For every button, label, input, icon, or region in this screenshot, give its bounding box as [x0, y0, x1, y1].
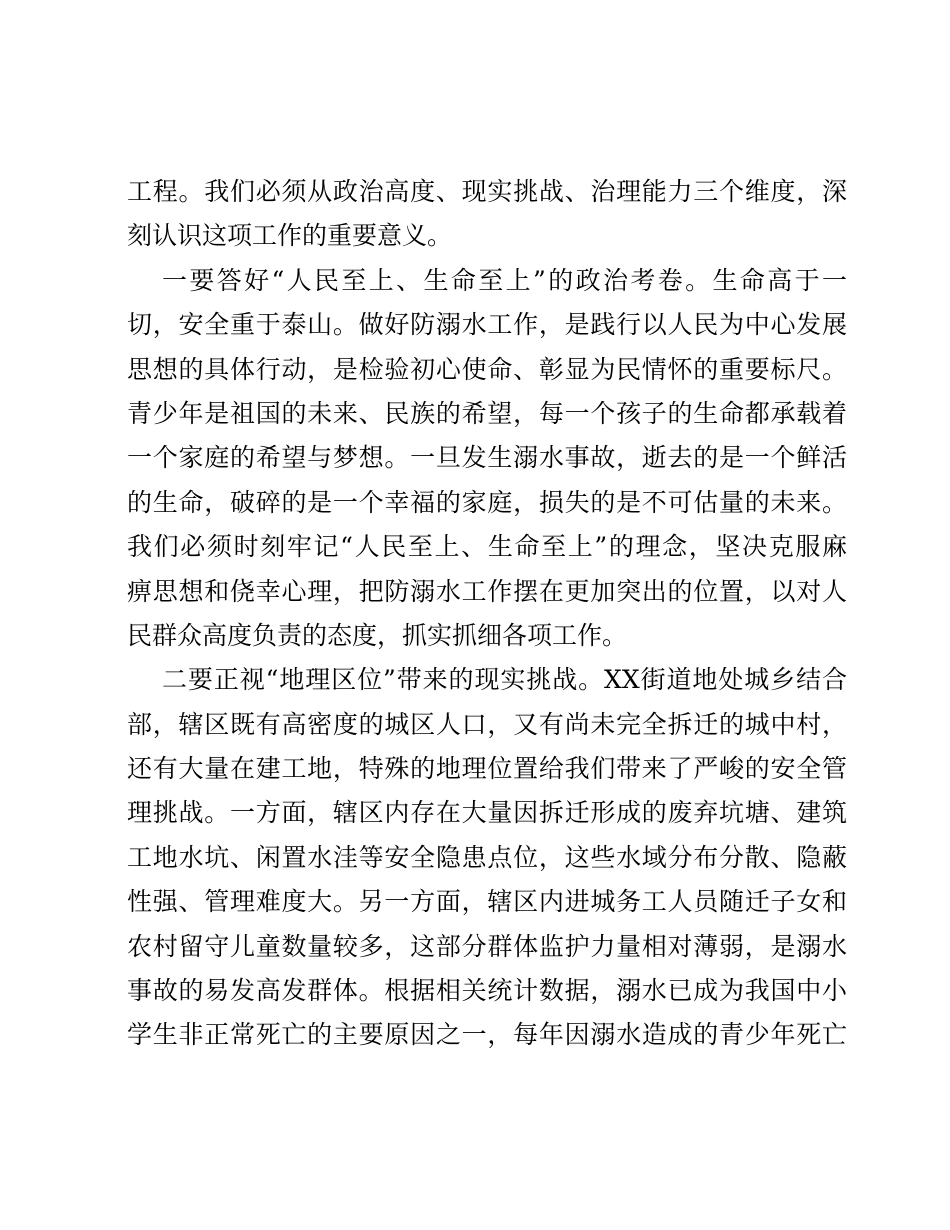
text-line: 切，安全重于泰山。做好防溺水工作，是践行以人民为中心发展 [127, 310, 847, 340]
text-line: 思想的具体行动，是检验初心使命、彰显为民情怀的重要标尺。 [127, 354, 847, 384]
text-line: 还有大量在建工地，特殊的地理位置给我们带来了严峻的安全管 [127, 754, 847, 784]
document-body [127, 170, 847, 1058]
text-line: 青少年是祖国的未来、民族的希望，每一个孩子的生命都承载着 [127, 398, 847, 428]
text-line: 农村留守儿童数量较多，这部分群体监护力量相对薄弱，是溺水 [127, 931, 847, 961]
text-line: 部，辖区既有高密度的城区人口，又有尚未完全拆迁的城中村， [127, 709, 847, 739]
text-line: 工程。我们必须从政治高度、现实挑战、治理能力三个维度，深 [127, 177, 847, 206]
text-line: 性强、管理难度大。另一方面，辖区内进城务工人员随迁子女和 [127, 887, 847, 917]
paragraph-first-line: 一要答好“人民至上、生命至上”的政治考卷。生命高于一 [162, 265, 847, 295]
text-line: 一个家庭的希望与梦想。一旦发生溺水事故，逝去的是一个鲜活 [127, 443, 847, 473]
text-line: 工地水坑、闲置水洼等安全隐患点位，这些水域分布分散、隐蔽 [127, 842, 847, 872]
text-line: 事故的易发高发群体。根据相关统计数据，溺水已成为我国中小 [127, 976, 847, 1006]
text-line: 理挑战。一方面，辖区内存在大量因拆迁形成的废弃坑塘、建筑 [127, 798, 847, 828]
text-line: 痹思想和侥幸心理，把防溺水工作摆在更加突出的位置，以对人 [127, 576, 847, 606]
text-line: 民群众高度负责的态度，抓实抓细各项工作。 [127, 620, 628, 650]
text-line: 我们必须时刻牢记“人民至上、生命至上”的理念，坚决克服麻 [127, 532, 847, 562]
text-line: 的生命，破碎的是一个幸福的家庭，损失的是不可估量的未来。 [127, 487, 847, 517]
text-line: 刻认识这项工作的重要意义。 [127, 221, 453, 251]
paragraph-first-line: 二要正视“地理区位”带来的现实挑战。XX街道地处城乡结合 [162, 665, 847, 695]
text-line: 学生非正常死亡的主要原因之一，每年因溺水造成的青少年死亡 [127, 1020, 847, 1050]
